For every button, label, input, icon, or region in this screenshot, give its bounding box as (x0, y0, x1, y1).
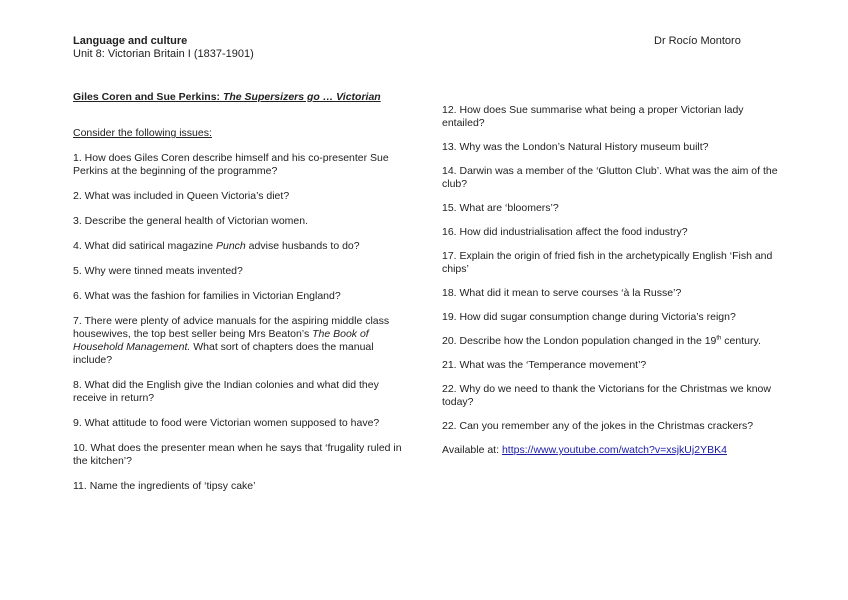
programme-title: The Supersizers go … Victorian (222, 91, 381, 103)
question-item: 15. What are ‘bloomers’? (442, 202, 559, 214)
italic-title: Punch (215, 240, 246, 252)
question-item: 5. Why were tinned meats invented? (73, 265, 243, 277)
available-label: Available at: (442, 444, 502, 456)
question-item: 22. Why do we need to thank the Victorians for the Christmas we know today? (442, 383, 771, 408)
question-item: 9. What attitude to food were Victorian women supposed to have? (73, 417, 380, 429)
question-item: 13. Why was the London’s Natural History museum built? (442, 141, 709, 153)
question-item (442, 335, 782, 348)
question-item: 12. How does Sue summarise what being a proper Victorian lady entailed? (442, 104, 744, 129)
question-item: 8. What did the English give the Indian colonies and what did they receive in return? (73, 379, 379, 404)
question-text: 4. What did satirical magazine (73, 240, 216, 252)
question-list-right (442, 104, 782, 433)
document-header (73, 35, 254, 61)
question-text: 7. There were plenty of advice manuals for the aspiring middle class housewives, the top best seller being Mrs Beaton’s (73, 315, 390, 340)
question-item: 16. How did industrialisation affect the food industry? (442, 226, 688, 238)
author-name: Dr Rocío Montoro (654, 35, 741, 47)
available-at (442, 444, 782, 457)
ordinal-suffix: th (716, 335, 722, 342)
question-item: 10. What does the presenter mean when he says that ‘frugality ruled in the kitchen’? (73, 442, 402, 467)
question-item: 14. Darwin was a member of the ‘Glutton Club’. What was the aim of the club? (442, 165, 778, 190)
question-item: 6. What was the fashion for families in Victorian England? (73, 290, 341, 302)
italic-title: The Book of Household Management. (73, 328, 369, 353)
question-text: century. (721, 335, 761, 347)
instructions: Consider the following issues: (73, 127, 212, 139)
left-column (73, 91, 411, 505)
unit-title: Unit 8: Victorian Britain I (1837-1901) (73, 48, 254, 60)
right-column (442, 104, 782, 468)
question-item (73, 240, 411, 253)
question-item: 21. What was the ‘Temperance movement’? (442, 359, 647, 371)
video-link[interactable]: https://www.youtube.com/watch?v=xsjkUj2YBK4 (501, 444, 727, 456)
question-item: 19. How did sugar consumption change during Victoria’s reign? (442, 311, 736, 323)
question-item: 22. Can you remember any of the jokes in the Christmas crackers? (442, 420, 754, 432)
question-item: 3. Describe the general health of Victorian women. (73, 215, 309, 227)
question-list-left (73, 152, 411, 493)
question-text: What sort of chapters does the manual include? (73, 341, 374, 366)
heading-prefix: Giles Coren and Sue Perkins: (73, 91, 223, 103)
course-title: Language and culture (73, 35, 188, 47)
question-item: 11. Name the ingredients of ‘tipsy cake’ (73, 480, 256, 492)
worksheet-heading (73, 91, 411, 104)
question-text: advise husbands to do? (245, 240, 360, 252)
question-item: 2. What was included in Queen Victoria’s diet? (73, 190, 290, 202)
question-item: 1. How does Giles Coren describe himself and his co-presenter Sue Perkins at the beginning of the programme? (73, 152, 389, 177)
question-item: 17. Explain the origin of fried fish in the archetypically English ‘Fish and chips’ (442, 250, 773, 275)
question-text: 20. Describe how the London population changed in the 19 (442, 335, 717, 347)
question-item: 18. What did it mean to serve courses ‘à la Russe’? (442, 287, 682, 299)
question-item (73, 315, 411, 367)
